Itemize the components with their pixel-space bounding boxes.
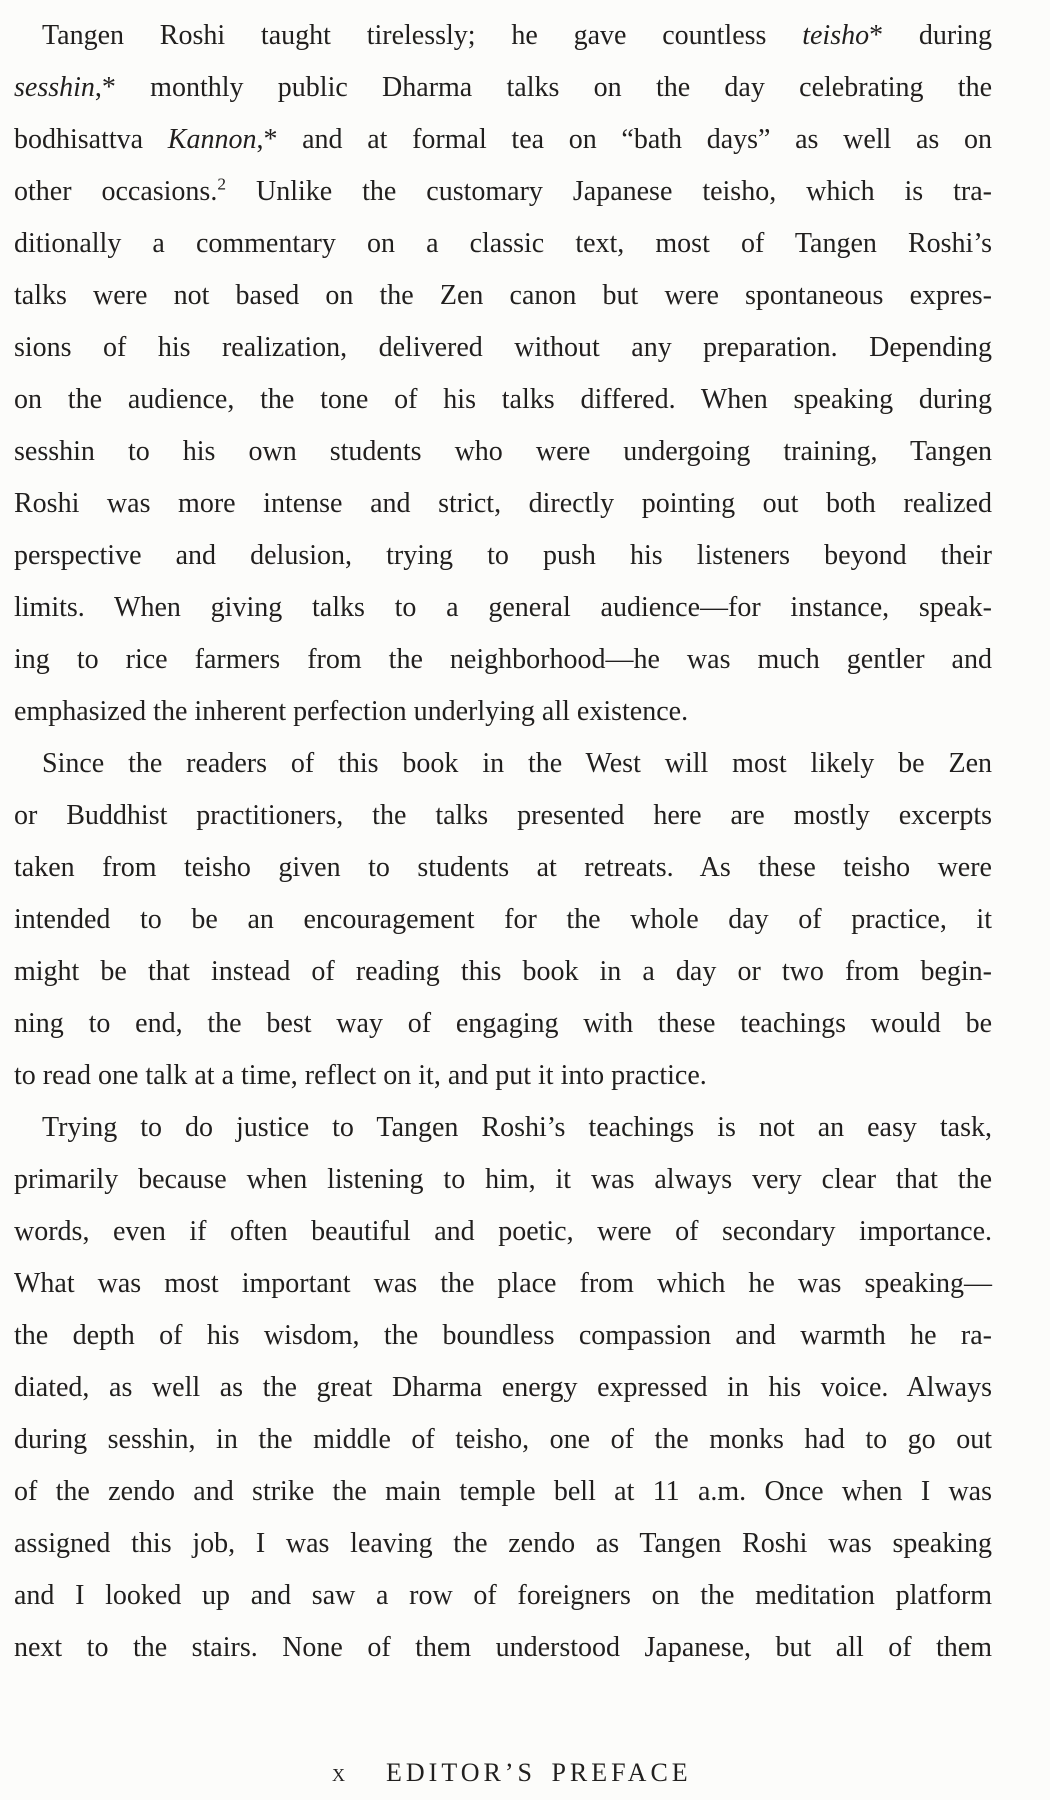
text-line	[14, 998, 992, 1050]
text-segment: of the zendo and strike the main temple bell at	[14, 1476, 653, 1507]
text-line	[14, 62, 992, 114]
page-footer	[332, 1760, 692, 1786]
text-segment: words, even if often beautiful and poetic, were of secondary importance.	[14, 1216, 992, 1247]
text-segment: assigned this job, I was leaving the zendo as Tangen Roshi was speaking	[14, 1528, 992, 1559]
paragraph	[14, 1102, 992, 1674]
text-block	[14, 10, 992, 1674]
text-line	[14, 686, 992, 738]
text-line	[14, 1362, 992, 1414]
text-segment: bodhisattva	[14, 124, 168, 155]
text-segment: ,* and at formal tea on “bath days” as well as on	[256, 124, 992, 155]
text-segment: Kannon	[167, 124, 257, 155]
text-line	[14, 1310, 992, 1362]
text-segment: primarily because when listening to him, it was always very clear that the	[14, 1164, 992, 1195]
text-line	[14, 582, 992, 634]
text-line	[14, 1206, 992, 1258]
text-line	[14, 114, 992, 166]
text-segment: * during	[869, 20, 992, 51]
text-segment: a.m. Once when I was	[679, 1476, 992, 1507]
text-line	[14, 1518, 992, 1570]
text-segment: 11	[652, 1476, 680, 1507]
text-line	[14, 10, 992, 62]
text-segment: perspective and delusion, trying to push his listeners beyond their	[14, 540, 992, 571]
footnote-marker: 2	[217, 174, 227, 194]
text-segment: other occasions.	[14, 176, 218, 207]
text-line	[14, 1154, 992, 1206]
text-segment: and I looked up and saw a row of foreigners on the meditation platform	[14, 1580, 992, 1611]
text-line	[14, 1102, 992, 1154]
text-line	[14, 426, 992, 478]
text-line	[14, 166, 992, 218]
text-line	[14, 1414, 992, 1466]
text-line	[14, 218, 992, 270]
text-segment: emphasized the inherent perfection underlying all existence.	[14, 696, 689, 727]
text-segment: on the audience, the tone of his talks differed. When speaking during	[14, 384, 992, 415]
paragraph	[14, 10, 992, 738]
paragraph	[14, 738, 992, 1102]
text-segment: diated, as well as the great Dharma energy expressed in his voice. Always	[14, 1372, 992, 1403]
text-segment: sesshin to his own students who were undergoing training, Tangen	[14, 436, 992, 467]
text-line	[14, 1258, 992, 1310]
text-segment: Since the readers of this book in the West will most likely be Zen	[42, 748, 992, 779]
text-line	[14, 270, 992, 322]
text-line	[14, 842, 992, 894]
text-segment: limits. When giving talks to a general audience—for instance, speak-	[14, 592, 992, 623]
text-line	[14, 1570, 992, 1622]
text-segment: intended to be an encouragement for the whole day of practice, it	[14, 904, 992, 935]
text-segment: ing to rice farmers from the neighborhood—he was much gentler and	[14, 644, 992, 675]
text-line	[14, 1466, 992, 1518]
text-segment: might be that instead of reading this book in a day or two from begin-	[14, 956, 992, 987]
text-segment: the depth of his wisdom, the boundless compassion and warmth he ra-	[14, 1320, 992, 1351]
text-segment: Unlike the customary Japanese teisho, which is tra-	[226, 176, 992, 207]
text-segment: to read one talk at a time, reflect on it, and put it into practice.	[14, 1060, 707, 1091]
text-line	[14, 894, 992, 946]
text-segment: next to the stairs. None of them understood Japanese, but all of them	[14, 1632, 992, 1663]
text-line	[14, 946, 992, 998]
text-segment: sions of his realization, delivered without any preparation. Depending	[14, 332, 992, 363]
text-segment: Roshi was more intense and strict, directly pointing out both realized	[14, 488, 992, 519]
text-segment: taken from teisho given to students at retreats. As these teisho were	[14, 852, 992, 883]
text-segment: ditionally a commentary on a classic text, most of Tangen Roshi’s	[14, 228, 992, 259]
text-line	[14, 790, 992, 842]
text-line	[14, 1622, 992, 1674]
text-segment: ning to end, the best way of engaging with these teachings would be	[14, 1008, 992, 1039]
text-segment: teisho	[802, 20, 870, 51]
text-segment: Trying to do justice to Tangen Roshi’s teachings is not an easy task,	[42, 1112, 992, 1143]
text-segment: What was most important was the place from which he was speaking—	[14, 1268, 992, 1299]
text-line	[14, 322, 992, 374]
text-line	[14, 634, 992, 686]
text-segment: during sesshin, in the middle of teisho, one of the monks had to go out	[14, 1424, 992, 1455]
text-segment: Tangen Roshi taught tirelessly; he gave countless	[42, 20, 803, 51]
text-segment: talks were not based on the Zen canon but were spontaneous expres-	[14, 280, 992, 311]
text-segment: or Buddhist practitioners, the talks presented here are mostly excerpts	[14, 800, 992, 831]
text-line	[14, 530, 992, 582]
text-line	[14, 1050, 992, 1102]
text-line	[14, 738, 992, 790]
text-line	[14, 374, 992, 426]
text-segment: ,* monthly public Dharma talks on the day celebrating the	[94, 72, 992, 103]
running-title: EDITOR’S PREFACE	[386, 1758, 692, 1787]
text-segment: sesshin	[14, 72, 95, 103]
text-line	[14, 478, 992, 530]
page-number: x	[332, 1758, 346, 1787]
